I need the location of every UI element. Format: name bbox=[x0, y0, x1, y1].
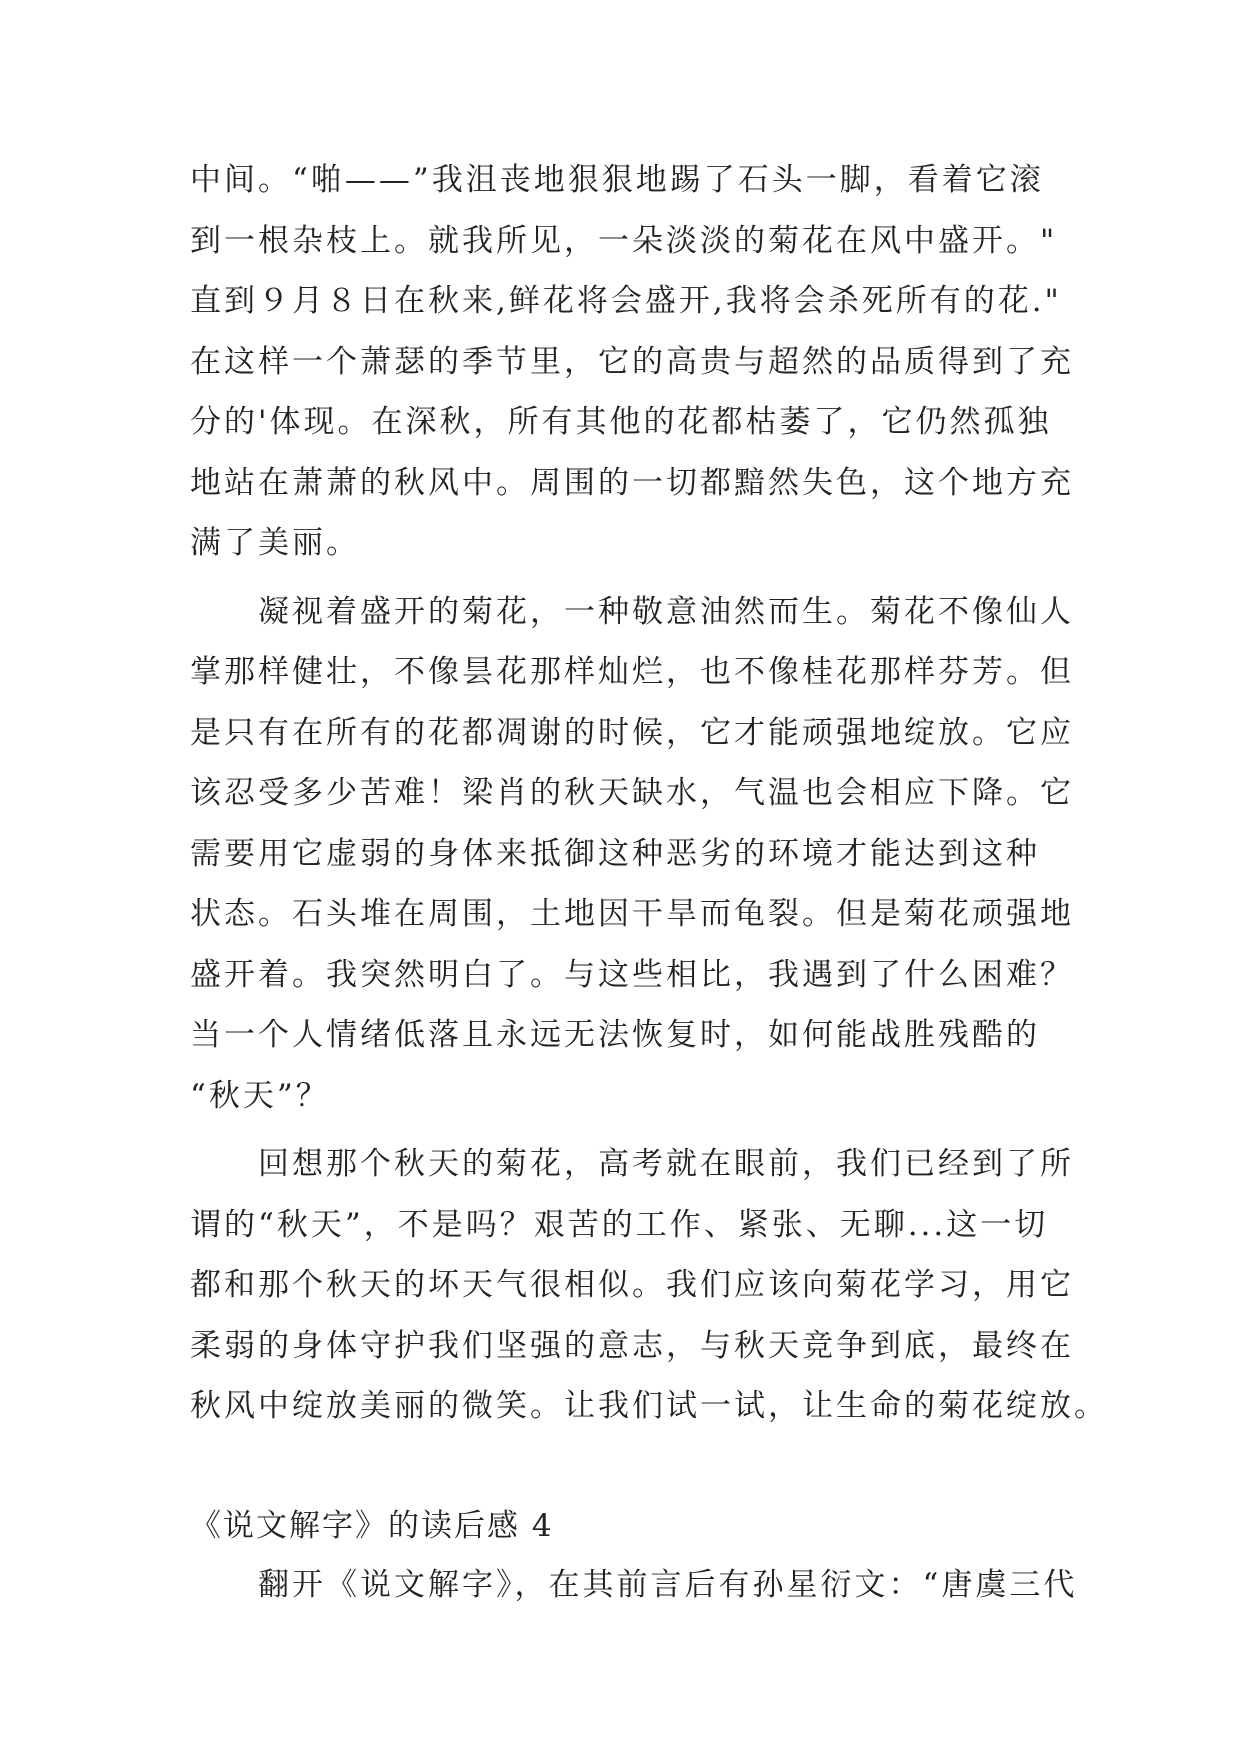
text-line: 凝视着盛开的菊花，一种敬意油然而生。菊花不像仙人 bbox=[190, 593, 1074, 630]
text-line: “秋天”？ bbox=[190, 1077, 330, 1114]
text-line: 分的'体现。在深秋，所有其他的花都枯萎了，它仍然孤独 bbox=[190, 404, 1052, 440]
section-heading: 《说文解字》的读后感 4 bbox=[190, 1507, 554, 1544]
text-line: 回想那个秋天的菊花，高考就在眼前，我们已经到了所 bbox=[190, 1146, 1074, 1182]
text-line: 地站在萧萧的秋风中。周围的一切都黯然失色，这个地方充 bbox=[190, 464, 1074, 501]
text-line: 谓的“秋天”，不是吗？艰苦的工作、紧张、无聊...这一切 bbox=[190, 1206, 1049, 1243]
text-line: 翻开《说文解字》，在其前言后有孙星衍文：“唐虞三代 bbox=[190, 1566, 1078, 1603]
text-line: 盛开着。我突然明白了。与这些相比，我遇到了什么困难？ bbox=[190, 956, 1074, 993]
text-line: 都和那个秋天的坏天气很相似。我们应该向菊花学习，用它 bbox=[190, 1267, 1074, 1303]
paragraph-2 bbox=[190, 582, 1074, 1127]
text-line: 是只有在所有的花都凋谢的时候，它才能顽强地绽放。它应 bbox=[190, 714, 1074, 751]
text-line: 掌那样健壮，不像昙花那样灿烂，也不像桂花那样芬芳。但 bbox=[190, 654, 1074, 690]
text-line: 满了美丽。 bbox=[190, 525, 360, 561]
paragraph-1 bbox=[190, 150, 1074, 574]
text-line: 需要用它虚弱的身体来抵御这种恶劣的环境才能达到这种 bbox=[190, 835, 1040, 872]
text-line: 直到９月８日在秋来,鲜花将会盛开,我将会杀死所有的花." bbox=[190, 283, 1062, 319]
text-line: 在这样一个萧瑟的季节里，它的高贵与超然的品质得到了充 bbox=[190, 343, 1074, 380]
document-body bbox=[190, 150, 1108, 1615]
text-line: 柔弱的身体守护我们坚强的意志，与秋天竞争到底，最终在 bbox=[190, 1327, 1074, 1364]
text-line: 当一个人情绪低落且永远无法恢复时，如何能战胜残酷的 bbox=[190, 1017, 1040, 1053]
text-line: 秋风中绽放美丽的微笑。让我们试一试，让生命的菊花绽放。 bbox=[190, 1388, 1108, 1424]
text-line: 中间。“啪——”我沮丧地狠狠地踢了石头一脚，看着它滚 bbox=[190, 162, 1044, 198]
paragraph-3 bbox=[190, 1134, 1108, 1437]
paragraph-4 bbox=[190, 1555, 1078, 1616]
text-line: 到一根杂枝上。就我所见，一朵淡淡的菊花在风中盛开。" bbox=[190, 222, 1058, 259]
text-line: 该忍受多少苦难！梁肖的秋天缺水，气温也会相应下降。它 bbox=[190, 775, 1074, 811]
text-line: 状态。石头堆在周围，土地因干旱而龟裂。但是菊花顽强地 bbox=[190, 896, 1074, 932]
